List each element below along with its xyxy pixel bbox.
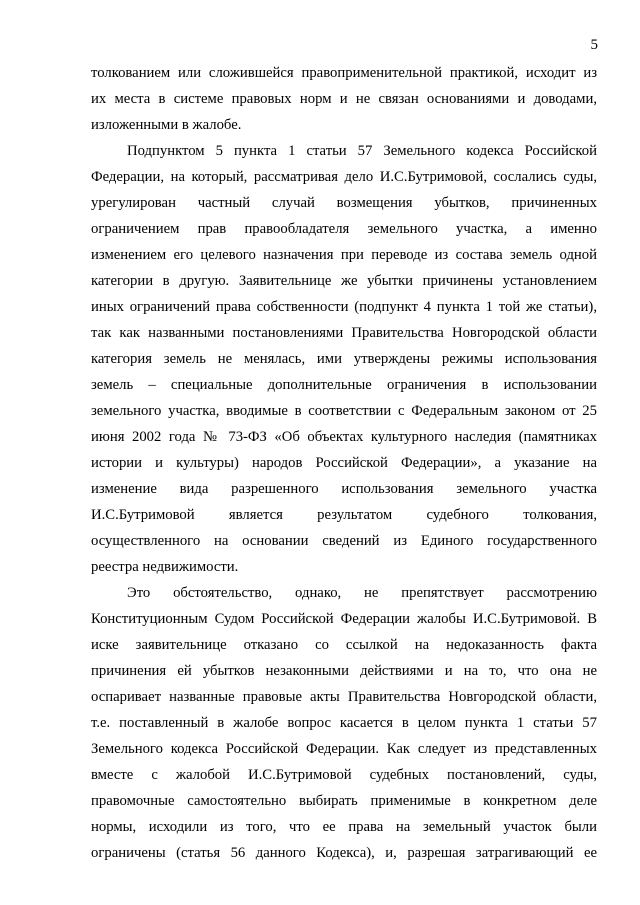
document-body [91, 60, 597, 866]
paragraph-3 [91, 580, 597, 866]
text-line: нормы, исходили из того, что ее права на земельный участок были [91, 819, 597, 835]
text-line: Земельного кодекса Российской Федерации. Как следует из представленных [91, 741, 597, 757]
text-line: правомочные самостоятельно выбирать применимые в конкретном деле [91, 793, 597, 809]
text-line: земельного участка, вводимые в соответствии с Федеральным законом от 25 [91, 403, 597, 419]
text-line: толкованием или сложившейся правоприменительной практикой, исходит из [91, 65, 597, 81]
text-line: иске заявительнице отказано со ссылкой на недоказанность факта [91, 637, 597, 653]
text-line: категории в другую. Заявительнице же убытки причинены установлением [91, 273, 597, 289]
text-line: земель – специальные дополнительные ограничения в использовании [91, 377, 597, 393]
text-line: иных ограничений права собственности (подпункт 4 пункта 1 той же статьи), [91, 299, 597, 315]
text-line: изменением его целевого назначения при переводе из состава земель одной [91, 247, 597, 263]
paragraph-1 [91, 60, 597, 138]
text-line: истории и культуры) народов Российской Федерации», а указание на [91, 455, 597, 471]
text-line: урегулирован частный случай возмещения убытков, причиненных [91, 195, 597, 211]
text-line: ограничением прав правообладателя земельного участка, а именно [91, 221, 597, 237]
text-line: Федерации, на который, рассматривая дело И.С.Бутримовой, сослались суды, [91, 169, 597, 185]
text-line: их места в системе правовых норм и не связан основаниями и доводами, [91, 91, 597, 107]
text-line: причинения ей убытков незаконными действиями и на то, что она не [91, 663, 597, 679]
text-line: оспаривает названные правовые акты Правительства Новгородской области, [91, 689, 597, 705]
text-line: т.е. поставленный в жалобе вопрос касается в целом пункта 1 статьи 57 [91, 715, 597, 731]
paragraph-2 [91, 138, 597, 580]
text-line: И.С.Бутримовой является результатом судебного толкования, [91, 507, 597, 523]
text-line: изменение вида разрешенного использования земельного участка [91, 481, 597, 497]
text-line: категория земель не менялась, ими утверждены режимы использования [91, 351, 597, 367]
text-line: Подпунктом 5 пункта 1 статьи 57 Земельного кодекса Российской [127, 143, 597, 159]
text-line: так как названными постановлениями Правительства Новгородской области [91, 325, 597, 341]
text-line: Это обстоятельство, однако, не препятствует рассмотрению [127, 585, 597, 601]
text-line: Конституционным Судом Российской Федерации жалобы И.С.Бутримовой. В [91, 611, 597, 627]
text-line: ограничены (статья 56 данного Кодекса), и, разрешая затрагивающий ее [91, 845, 597, 861]
text-line: изложенными в жалобе. [91, 117, 242, 133]
text-line: осуществленного на основании сведений из Единого государственного [91, 533, 597, 549]
text-line: вместе с жалобой И.С.Бутримовой судебных постановлений, суды, [91, 767, 597, 783]
page-number: 5 [590, 37, 598, 53]
text-line: реестра недвижимости. [91, 559, 239, 575]
text-line: июня 2002 года № 73-ФЗ «Об объектах культурного наследия (памятниках [91, 429, 597, 445]
